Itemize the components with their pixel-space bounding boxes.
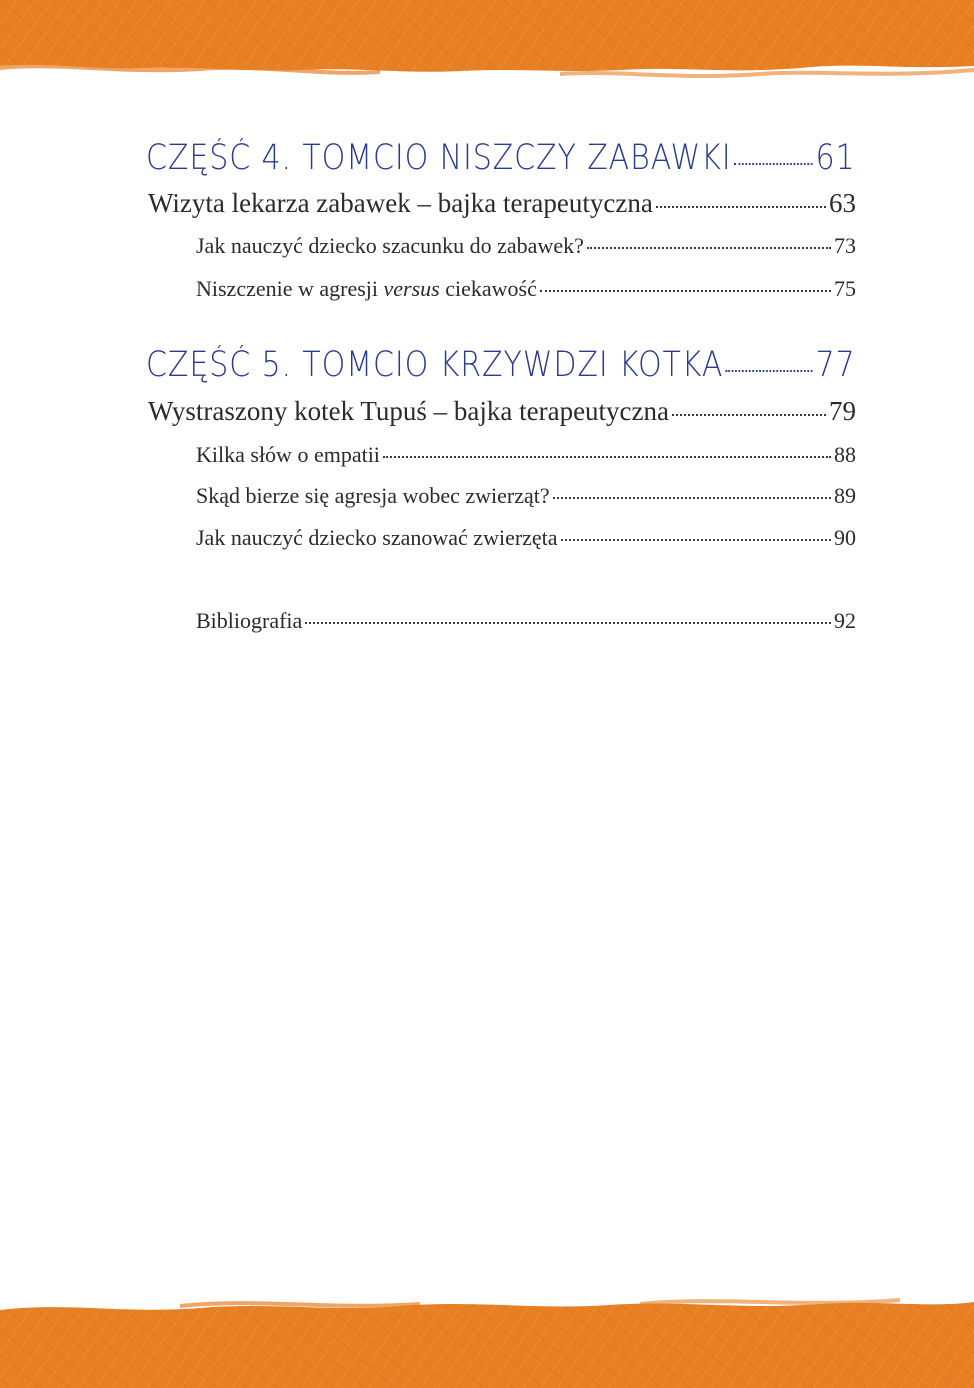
toc-part-5-heading[interactable] xyxy=(146,345,856,385)
toc-item-4-1[interactable] xyxy=(196,233,856,259)
item-4-1-page: 73 xyxy=(834,233,856,258)
toc-story-part-5[interactable] xyxy=(148,396,856,427)
dot-leader xyxy=(561,539,831,541)
toc-item-4-2[interactable] xyxy=(196,276,856,302)
dot-leader xyxy=(656,206,826,208)
part-5-page: 77 xyxy=(815,345,856,385)
dot-leader xyxy=(553,497,831,499)
toc-part-4-heading[interactable] xyxy=(146,138,856,178)
dot-leader xyxy=(383,456,831,458)
dot-leader xyxy=(672,414,826,416)
item-5-1-title: Kilka słów o empatii xyxy=(196,442,380,467)
item-4-2-title-start: Niszczenie w agresji xyxy=(196,276,384,301)
part-4-title: CZĘŚĆ 4. TOMCIO NISZCZY ZABAWKI xyxy=(146,138,732,178)
story-4-page: 63 xyxy=(829,188,856,218)
toc-item-5-2[interactable] xyxy=(196,483,856,509)
item-4-2-page: 75 xyxy=(834,276,856,301)
story-4-title: Wizyta lekarza zabawek – bajka terapeutyczna xyxy=(148,188,653,218)
dot-leader xyxy=(587,247,831,249)
toc-item-5-3[interactable] xyxy=(196,525,856,551)
item-4-2-title-end: ciekawość xyxy=(439,276,537,301)
dot-leader xyxy=(305,622,831,624)
item-5-3-page: 90 xyxy=(834,525,856,550)
dot-leader xyxy=(540,290,831,292)
bibliography-page: 92 xyxy=(834,608,856,633)
toc-item-5-1[interactable] xyxy=(196,442,856,468)
story-5-page: 79 xyxy=(829,396,856,426)
part-4-page: 61 xyxy=(815,138,856,178)
item-4-2-title-italic: versus xyxy=(383,276,440,301)
item-5-2-title: Skąd bierze się agresja wobec zwierząt? xyxy=(196,483,550,508)
item-5-1-page: 88 xyxy=(834,442,856,467)
dot-leader xyxy=(726,370,813,372)
item-4-2-title xyxy=(196,276,537,302)
bibliography-title: Bibliografia xyxy=(196,608,303,633)
item-5-3-title: Jak nauczyć dziecko szanować zwierzęta xyxy=(196,525,558,550)
story-5-title: Wystraszony kotek Tupuś – bajka terapeutyczna xyxy=(148,396,670,426)
item-4-1-title: Jak nauczyć dziecko szacunku do zabawek? xyxy=(196,233,584,258)
dot-leader xyxy=(734,163,813,165)
toc-bibliography[interactable] xyxy=(196,608,856,634)
part-5-title: CZĘŚĆ 5. TOMCIO KRZYWDZI KOTKA xyxy=(146,345,724,385)
item-5-2-page: 89 xyxy=(834,483,856,508)
toc-story-part-4[interactable] xyxy=(148,188,856,219)
